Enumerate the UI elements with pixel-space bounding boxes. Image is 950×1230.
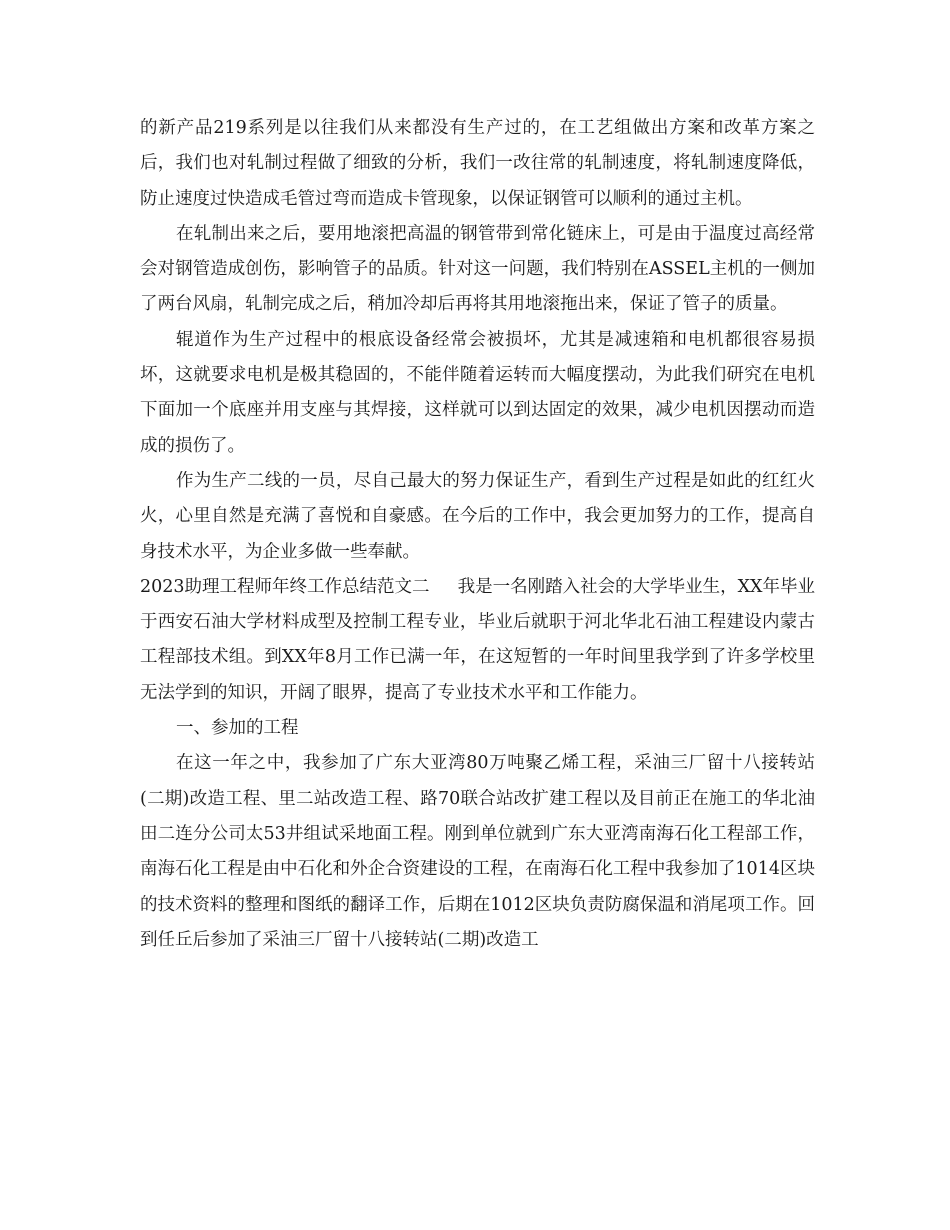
subheading: 一、参加的工程 <box>176 718 299 739</box>
section-two-intro <box>140 570 815 711</box>
section-intro-text: 我是一名刚踏入社会的大学毕业生，XX年毕业于西安石油大学材料成型及控制工程专业，毕业后就职于河北华北石油工程建设内蒙古工程部技术组。到XX年8月工作已满一年，在这短暂的一年时间里我学到了许多学校里无法学到的知识，开阔了眼界，提高了专业技术水平和工作能力。 <box>140 576 815 703</box>
section-title: 2023助理工程师年终工作总结范文二 <box>140 576 430 597</box>
document-page <box>140 111 815 958</box>
paragraph-roller-motor: 辊道作为生产过程中的根底设备经常会被损坏，尤其是减速箱和电机都很容易损坏，这就要求电机是极其稳固的，不能伴随着运转而大幅度摆动，为此我们研究在电机下面加一个底座并用支座与其焊接，这样就可以到达固定的效果，减少电机因摆动而造成的损伤了。 <box>140 329 815 456</box>
paragraph-conclusion: 作为生产二线的一员，尽自己最大的努力保证生产，看到生产过程是如此的红红火火，心里自然是充满了喜悦和自豪感。在今后的工作中，我会更加努力的工作，提高自身技术水平，为企业多做一些奉献。 <box>140 470 815 562</box>
paragraph-continuation: 的新产品219系列是以往我们从来都没有生产过的，在工艺组做出方案和改革方案之后，我们也对轧制过程做了细致的分析，我们一改往常的轧制速度，将轧制速度降低，防止速度过快造成毛管过弯而造成卡管现象，以保证钢管可以顺利的通过主机。 <box>140 118 815 209</box>
paragraph-cooling-fans: 在轧制出来之后，要用地滚把高温的钢管带到常化链床上，可是由于温度过高经常会对钢管造成创伤，影响管子的品质。针对这一问题，我们特别在ASSEL主机的一侧加了两台风扇，轧制完成之后，稍加冷却后再将其用地滚拖出来，保证了管子的质量。 <box>140 223 815 315</box>
paragraph-projects: 在这一年之中，我参加了广东大亚湾80万吨聚乙烯工程，采油三厂留十八接转站(二期)改造工程、里二站改造工程、路70联合站改扩建工程以及目前正在施工的华北油田二连分公司太53井组试采地面工程。刚到单位就到广东大亚湾南海石化工程部工作，南海石化工程是由中石化和外企合资建设的工程，在南海石化工程中我参加了1014区块的技术资料的整理和图纸的翻译工作，后期在1012区块负责防腐保温和消尾项工作。回到任丘后参加了采油三厂留十八接转站(二期)改造工 <box>140 753 815 950</box>
